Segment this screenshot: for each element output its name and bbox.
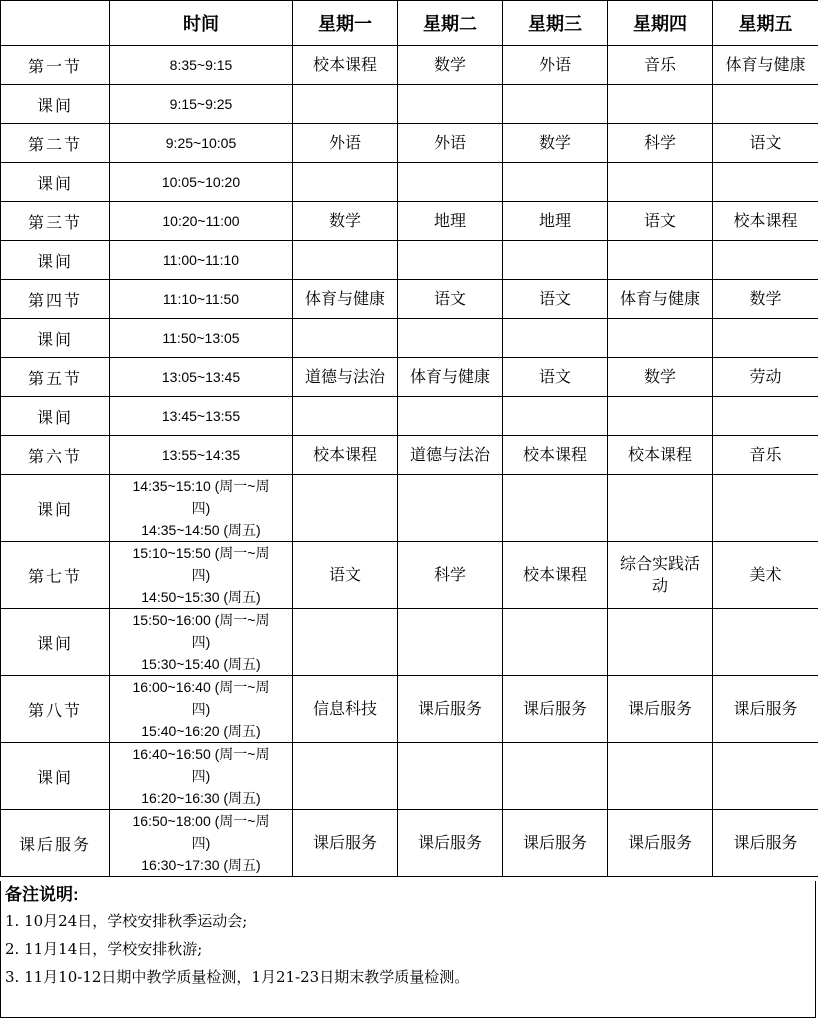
subject-cell-monday: 数学 [293, 202, 398, 241]
subject-cell-thursday: 科学 [608, 124, 713, 163]
subject-cell-thursday [608, 397, 713, 436]
subject-cell-friday [713, 241, 818, 280]
time-cell [110, 85, 293, 124]
subject-cell-friday [713, 743, 818, 810]
table-row [1, 319, 818, 358]
subject-cell-friday [713, 319, 818, 358]
subject-cell-wednesday: 外语 [503, 46, 608, 85]
table-row [1, 810, 818, 877]
time-cell [110, 358, 293, 397]
subject-cell-tuesday: 外语 [398, 124, 503, 163]
table-row [1, 397, 818, 436]
time-line: 14:50~15:30 (周五) [141, 589, 261, 605]
period-label: 课间 [1, 163, 110, 202]
subject-cell-tuesday [398, 609, 503, 676]
day-header-monday: 星期一 [293, 1, 398, 46]
time-line: 9:15~9:25 [169, 96, 233, 112]
subject-cell-monday: 道德与法治 [293, 358, 398, 397]
subject-cell-thursday: 综合实践活动 [608, 542, 713, 609]
time-line: 10:20~11:00 [162, 213, 240, 229]
subject-cell-friday [713, 85, 818, 124]
subject-cell-monday [293, 475, 398, 542]
time-line: 8:35~9:15 [169, 57, 233, 73]
time-line: 15:40~16:20 (周五) [141, 723, 261, 739]
time-line: 15:10~15:50 (周一~周 [132, 545, 270, 561]
subject-cell-thursday: 体育与健康 [608, 280, 713, 319]
subject-cell-thursday: 语文 [608, 202, 713, 241]
period-label: 第四节 [1, 280, 110, 319]
subject-cell-wednesday [503, 475, 608, 542]
period-label: 课间 [1, 241, 110, 280]
time-cell [110, 397, 293, 436]
subject-cell-wednesday [503, 743, 608, 810]
subject-cell-monday: 体育与健康 [293, 280, 398, 319]
time-cell [110, 280, 293, 319]
time-cell [110, 202, 293, 241]
subject-cell-wednesday [503, 609, 608, 676]
subject-cell-friday: 课后服务 [713, 676, 818, 743]
subject-cell-tuesday [398, 743, 503, 810]
subject-cell-wednesday: 课后服务 [503, 810, 608, 877]
subject-cell-wednesday: 校本课程 [503, 542, 608, 609]
subject-cell-monday: 校本课程 [293, 46, 398, 85]
time-line: 14:35~15:10 (周一~周 [132, 478, 270, 494]
subject-cell-thursday [608, 609, 713, 676]
subject-cell-tuesday [398, 241, 503, 280]
header-row [1, 1, 818, 46]
time-line: 四) [191, 567, 211, 583]
subject-cell-tuesday [398, 319, 503, 358]
time-cell [110, 475, 293, 542]
subject-cell-friday: 数学 [713, 280, 818, 319]
subject-cell-thursday: 音乐 [608, 46, 713, 85]
subject-cell-wednesday [503, 163, 608, 202]
table-row [1, 163, 818, 202]
notes-title: 备注说明: [5, 885, 79, 904]
period-label: 第二节 [1, 124, 110, 163]
period-label: 课间 [1, 85, 110, 124]
subject-cell-friday [713, 609, 818, 676]
table-row [1, 676, 818, 743]
subject-cell-tuesday [398, 397, 503, 436]
period-label: 课间 [1, 609, 110, 676]
subject-cell-wednesday: 校本课程 [503, 436, 608, 475]
time-line: 15:30~15:40 (周五) [141, 656, 261, 672]
note-line-2: 2. 11月14日，学校安排秋游; [5, 940, 203, 958]
time-cell [110, 810, 293, 877]
period-label: 课间 [1, 397, 110, 436]
subject-cell-tuesday: 科学 [398, 542, 503, 609]
subject-cell-thursday: 校本课程 [608, 436, 713, 475]
day-header-friday: 星期五 [713, 1, 818, 46]
time-line: 13:45~13:55 [161, 408, 241, 424]
day-header-wednesday: 星期三 [503, 1, 608, 46]
subject-cell-wednesday [503, 397, 608, 436]
subject-cell-thursday [608, 241, 713, 280]
subject-cell-thursday [608, 85, 713, 124]
subject-cell-tuesday [398, 85, 503, 124]
subject-cell-monday [293, 609, 398, 676]
subject-cell-tuesday: 道德与法治 [398, 436, 503, 475]
subject-cell-thursday [608, 319, 713, 358]
notes-section [0, 881, 816, 1018]
subject-cell-wednesday: 语文 [503, 280, 608, 319]
period-label: 第六节 [1, 436, 110, 475]
note-line-3: 3. 11月10-12日期中教学质量检测，1月21-23日期末教学质量检测。 [5, 968, 470, 986]
subject-cell-thursday: 课后服务 [608, 676, 713, 743]
time-line: 16:40~16:50 (周一~周 [132, 746, 270, 762]
period-label: 课间 [1, 743, 110, 810]
table-row [1, 202, 818, 241]
time-line: 四) [191, 768, 211, 784]
subject-cell-monday: 校本课程 [293, 436, 398, 475]
time-line: 四) [191, 634, 211, 650]
subject-cell-monday [293, 319, 398, 358]
schedule-body [1, 1, 818, 877]
subject-cell-monday: 外语 [293, 124, 398, 163]
note-line-1: 1. 10月24日，学校安排秋季运动会; [5, 912, 248, 930]
subject-cell-monday [293, 85, 398, 124]
subject-cell-wednesday [503, 241, 608, 280]
time-cell [110, 676, 293, 743]
subject-cell-wednesday: 语文 [503, 358, 608, 397]
subject-cell-tuesday: 课后服务 [398, 810, 503, 877]
time-line: 9:25~10:05 [165, 135, 237, 151]
subject-cell-friday: 语文 [713, 124, 818, 163]
subject-cell-monday [293, 241, 398, 280]
subject-cell-thursday [608, 475, 713, 542]
time-cell [110, 542, 293, 609]
table-row [1, 358, 818, 397]
subject-cell-monday [293, 397, 398, 436]
time-line: 13:55~14:35 [161, 447, 241, 463]
table-row [1, 124, 818, 163]
period-label: 第五节 [1, 358, 110, 397]
time-line: 14:35~14:50 (周五) [141, 522, 261, 538]
subject-cell-wednesday: 数学 [503, 124, 608, 163]
period-label: 第八节 [1, 676, 110, 743]
subject-cell-monday: 课后服务 [293, 810, 398, 877]
table-row [1, 85, 818, 124]
time-cell [110, 163, 293, 202]
subject-cell-wednesday [503, 319, 608, 358]
subject-cell-friday [713, 475, 818, 542]
time-line: 四) [191, 835, 211, 851]
subject-cell-friday: 体育与健康 [713, 46, 818, 85]
time-line: 11:00~11:10 [162, 252, 240, 268]
subject-cell-friday: 音乐 [713, 436, 818, 475]
subject-cell-thursday [608, 743, 713, 810]
table-row [1, 475, 818, 542]
subject-cell-friday: 校本课程 [713, 202, 818, 241]
time-line: 13:05~13:45 [161, 369, 241, 385]
subject-cell-wednesday [503, 85, 608, 124]
subject-cell-tuesday: 数学 [398, 46, 503, 85]
period-label: 课间 [1, 319, 110, 358]
subject-cell-monday: 语文 [293, 542, 398, 609]
subject-cell-friday: 美术 [713, 542, 818, 609]
subject-cell-thursday: 数学 [608, 358, 713, 397]
time-line: 15:50~16:00 (周一~周 [132, 612, 270, 628]
time-line: 四) [191, 500, 211, 516]
subject-cell-tuesday: 课后服务 [398, 676, 503, 743]
subject-cell-thursday: 课后服务 [608, 810, 713, 877]
table-row [1, 46, 818, 85]
subject-cell-thursday [608, 163, 713, 202]
time-cell [110, 743, 293, 810]
time-line: 11:50~13:05 [162, 330, 240, 346]
day-header-tuesday: 星期二 [398, 1, 503, 46]
time-line: 16:20~16:30 (周五) [141, 790, 261, 806]
time-line: 四) [191, 701, 211, 717]
subject-cell-wednesday: 课后服务 [503, 676, 608, 743]
time-cell [110, 319, 293, 358]
subject-cell-friday [713, 163, 818, 202]
table-row [1, 743, 818, 810]
table-row [1, 542, 818, 609]
period-label: 第三节 [1, 202, 110, 241]
time-line: 16:30~17:30 (周五) [141, 857, 261, 873]
time-line: 16:00~16:40 (周一~周 [132, 679, 270, 695]
time-cell [110, 609, 293, 676]
time-cell [110, 241, 293, 280]
period-label: 课间 [1, 475, 110, 542]
time-line: 11:10~11:50 [162, 291, 240, 307]
table-row [1, 436, 818, 475]
time-column-header: 时间 [110, 1, 293, 46]
table-row [1, 241, 818, 280]
subject-cell-tuesday: 语文 [398, 280, 503, 319]
subject-cell-tuesday [398, 163, 503, 202]
subject-cell-tuesday: 地理 [398, 202, 503, 241]
table-row [1, 609, 818, 676]
subject-cell-monday [293, 163, 398, 202]
subject-cell-monday: 信息科技 [293, 676, 398, 743]
subject-cell-friday [713, 397, 818, 436]
time-cell [110, 46, 293, 85]
subject-cell-tuesday [398, 475, 503, 542]
period-label: 第一节 [1, 46, 110, 85]
period-label: 课后服务 [1, 810, 110, 877]
time-line: 16:50~18:00 (周一~周 [132, 813, 270, 829]
time-line: 10:05~10:20 [161, 174, 241, 190]
subject-cell-friday: 劳动 [713, 358, 818, 397]
time-cell [110, 436, 293, 475]
day-header-thursday: 星期四 [608, 1, 713, 46]
table-row [1, 280, 818, 319]
subject-cell-friday: 课后服务 [713, 810, 818, 877]
subject-cell-wednesday: 地理 [503, 202, 608, 241]
subject-cell-monday [293, 743, 398, 810]
period-label: 第七节 [1, 542, 110, 609]
time-cell [110, 124, 293, 163]
subject-cell-tuesday: 体育与健康 [398, 358, 503, 397]
corner-cell [1, 1, 110, 46]
